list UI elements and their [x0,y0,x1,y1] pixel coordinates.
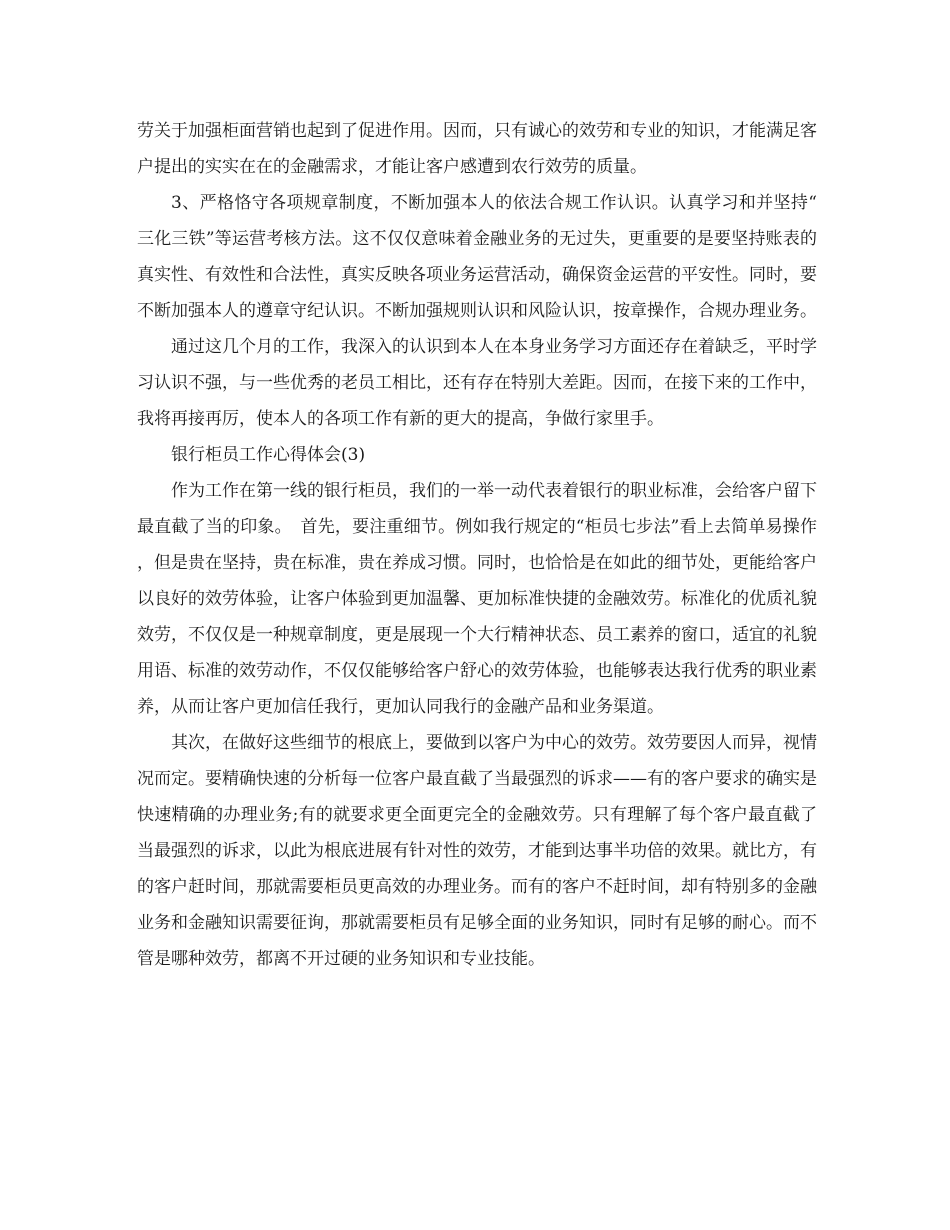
section-heading: 银行柜员工作心得体会(3) [171,445,366,465]
paragraph-self-reflection: 通过这几个月的工作，我深入的认识到本人在本身业务学习方面还存在着缺乏，平时学习认识不强，与一些优秀的老员工相比，还有存在特别大差距。因而，在接下来的工作中，我将再接再厉，使本人的各项工作有新的更大的提高，争做行家里手。 [137,337,817,429]
paragraph-customer-centric: 其次，在做好这些细节的根底上，要做到以客户为中心的效劳。效劳要因人而异，视情况而定。要精确快速的分析每一位客户最直截了当最强烈的诉求——有的客户要求的确实是快速精确的办理业务;有的就要求更全面更完全的金融效劳。只有理解了每个客户最直截了当最强烈的诉求，以此为根底进展有针对性的效劳，才能到达事半功倍的效果。就比方，有的客户赶时间，那就需要柜员更高效的办理业务。而有的客户不赶时间，却有特别多的金融业务和金融知识需要征询，那就需要柜员有足够全面的业务知识，同时有足够的耐心。而不管是哪种效劳，都离不开过硬的业务知识和专业技能。 [137,733,817,969]
document-body [137,113,817,977]
paragraph-details: 作为工作在第一线的银行柜员，我们的一举一动代表着银行的职业标准，会给客户留下最直截了当的印象。 首先，要注重细节。例如我行规定的“柜员七步法”看上去简单易操作，但是贵在坚持，贵在标准，贵在养成习惯。同时，也恰恰是在如此的细节处，更能给客户以良好的效劳体验，让客户体验到更加温馨、更加标准快捷的金融效劳。标准化的优质礼貌效劳，不仅仅是一种规章制度，更是展现一个大行精神状态、员工素养的窗口，适宜的礼貌用语、标准的效劳动作，不仅仅能够给客户舒心的效劳体验，也能够表达我行优秀的职业素养，从而让客户更加信任我行，更加认同我行的金融产品和业务渠道。 [137,481,817,717]
paragraph-continuation: 劳关于加强柜面营销也起到了促进作用。因而，只有诚心的效劳和专业的知识，才能满足客户提出的实实在在的金融需求，才能让客户感遭到农行效劳的质量。 [137,121,817,177]
paragraph-rules-compliance: 3、严格恪守各项规章制度，不断加强本人的依法合规工作认识。认真学习和并坚持“三化三铁”等运营考核方法。这不仅仅意味着金融业务的无过失，更重要的是要坚持账表的真实性、有效性和合法性，真实反映各项业务运营活动，确保资金运营的平安性。同时，要不断加强本人的遵章守纪认识。不断加强规则认识和风险认识，按章操作，合规办理业务。 [137,193,817,321]
